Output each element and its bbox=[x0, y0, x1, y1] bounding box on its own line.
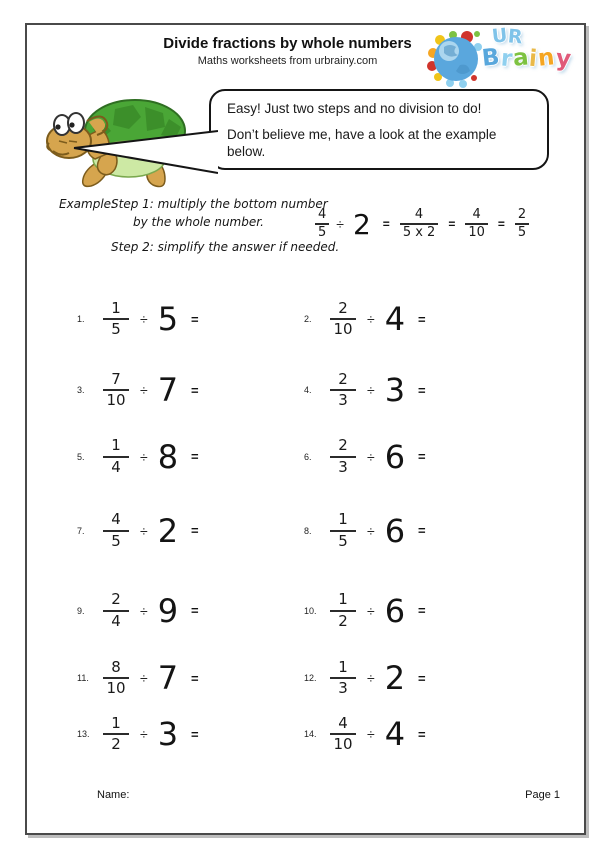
fraction-denominator: 10 bbox=[333, 735, 353, 753]
fraction-denominator: 10 bbox=[468, 225, 485, 240]
fraction bbox=[330, 715, 356, 754]
divide-icon: ÷ bbox=[140, 382, 148, 398]
fraction bbox=[103, 371, 129, 410]
logo-letter: B bbox=[480, 44, 502, 72]
problem-number: 13. bbox=[77, 729, 90, 739]
example-step1-line2: by the whole number. bbox=[133, 215, 264, 229]
fraction-denominator: 5 bbox=[517, 225, 527, 240]
equals-sign: = bbox=[191, 523, 199, 538]
fraction bbox=[103, 591, 129, 630]
fraction-numerator: 2 bbox=[330, 300, 356, 320]
problem-item bbox=[304, 355, 557, 425]
divide-icon: ÷ bbox=[140, 726, 148, 742]
divisor-number: 4 bbox=[384, 300, 406, 338]
fraction-denominator: 10 bbox=[106, 679, 126, 697]
fraction-numerator: 8 bbox=[103, 659, 129, 679]
logo-brain-icon bbox=[426, 27, 488, 89]
fraction bbox=[315, 208, 329, 241]
fraction-numerator: 1 bbox=[103, 437, 129, 457]
fraction-numerator: 2 bbox=[330, 371, 356, 391]
fraction-numerator: 4 bbox=[103, 511, 129, 531]
problem-item bbox=[304, 425, 557, 488]
equals-sign: = bbox=[382, 217, 390, 231]
equals-sign: = bbox=[191, 382, 199, 398]
fraction-denominator: 2 bbox=[111, 735, 121, 753]
fraction-numerator: 1 bbox=[103, 715, 129, 735]
equals-sign: = bbox=[191, 449, 199, 464]
divisor-number: 2 bbox=[157, 511, 179, 550]
fraction bbox=[330, 511, 356, 550]
problem-item bbox=[77, 708, 304, 760]
fraction bbox=[330, 300, 356, 339]
divide-icon: ÷ bbox=[367, 670, 375, 686]
fraction-denominator: 5 bbox=[111, 320, 121, 338]
page-title: Divide fractions by whole numbers bbox=[163, 35, 412, 52]
problem-item bbox=[77, 488, 304, 573]
divide-icon: ÷ bbox=[336, 216, 344, 232]
divisor-number: 3 bbox=[384, 371, 406, 409]
fraction-denominator: 2 bbox=[338, 611, 348, 630]
divide-icon: ÷ bbox=[367, 602, 375, 619]
fraction-numerator: 7 bbox=[103, 371, 129, 391]
problem-number: 10. bbox=[304, 605, 317, 616]
example-step2: Step 2: simplify the answer if needed. bbox=[111, 240, 340, 254]
logo-letter: a bbox=[511, 44, 531, 72]
fraction bbox=[103, 511, 129, 550]
fraction-denominator: 10 bbox=[106, 391, 126, 409]
divisor-number: 2 bbox=[384, 659, 406, 697]
divide-icon: ÷ bbox=[140, 602, 148, 619]
whole-number: 2 bbox=[352, 207, 371, 241]
problem-item bbox=[304, 283, 557, 355]
problem-item bbox=[304, 708, 557, 760]
divide-icon: ÷ bbox=[367, 448, 375, 465]
problem-item bbox=[304, 488, 557, 573]
fraction-numerator: 1 bbox=[330, 591, 356, 611]
fraction-numerator: 1 bbox=[103, 300, 129, 320]
problem-number: 4. bbox=[304, 385, 312, 395]
equals-sign: = bbox=[418, 449, 426, 464]
problem-number: 1. bbox=[77, 314, 85, 324]
logo-letter: y bbox=[554, 45, 573, 73]
page-frame bbox=[25, 23, 586, 835]
problem-number: 14. bbox=[304, 729, 317, 739]
divisor-number: 3 bbox=[157, 715, 179, 753]
fraction-numerator: 4 bbox=[315, 208, 329, 225]
fraction-numerator: 1 bbox=[330, 659, 356, 679]
fraction bbox=[400, 208, 439, 241]
problem-number: 5. bbox=[77, 451, 85, 462]
equals-sign: = bbox=[191, 311, 199, 327]
equals-sign: = bbox=[191, 670, 199, 686]
name-label: Name: bbox=[97, 789, 130, 801]
equals-sign: = bbox=[448, 217, 456, 231]
problem-number: 7. bbox=[77, 525, 85, 536]
speech-line-2: Don’t believe me, have a look at the example below. bbox=[227, 126, 497, 159]
fraction-denominator: 5 bbox=[111, 531, 121, 550]
fraction-denominator: 5 bbox=[338, 531, 348, 550]
divisor-number: 5 bbox=[157, 300, 179, 338]
divide-icon: ÷ bbox=[140, 670, 148, 686]
divide-icon: ÷ bbox=[367, 311, 375, 327]
divide-icon: ÷ bbox=[140, 448, 148, 465]
urbrainy-logo bbox=[426, 25, 578, 89]
divide-icon: ÷ bbox=[367, 382, 375, 398]
divisor-number: 6 bbox=[384, 511, 406, 550]
fraction-numerator: 4 bbox=[400, 208, 439, 225]
fraction-denominator: 5 bbox=[318, 225, 327, 240]
problem-item bbox=[77, 425, 304, 488]
problem-item bbox=[304, 573, 557, 648]
equals-sign: = bbox=[418, 670, 426, 686]
divisor-number: 8 bbox=[157, 437, 179, 476]
equals-sign: = bbox=[497, 217, 505, 231]
equals-sign: = bbox=[418, 523, 426, 538]
equals-sign: = bbox=[418, 726, 426, 742]
fraction bbox=[103, 715, 129, 754]
problem-item bbox=[77, 283, 304, 355]
example-step1-line1: Step 1: multiply the bottom number bbox=[111, 197, 328, 211]
fraction bbox=[515, 208, 529, 241]
problem-number: 11. bbox=[77, 673, 89, 683]
problem-number: 6. bbox=[304, 451, 312, 462]
problem-number: 2. bbox=[304, 314, 312, 324]
fraction-numerator: 2 bbox=[515, 208, 529, 225]
divisor-number: 7 bbox=[157, 371, 179, 409]
fraction-denominator: 4 bbox=[111, 611, 121, 630]
problem-number: 3. bbox=[77, 385, 85, 395]
logo-letter: U bbox=[490, 24, 510, 48]
fraction bbox=[330, 437, 356, 476]
fraction-numerator: 2 bbox=[103, 591, 129, 611]
divisor-number: 6 bbox=[384, 437, 406, 476]
divisor-number: 6 bbox=[384, 591, 406, 630]
divide-icon: ÷ bbox=[140, 311, 148, 327]
fraction bbox=[103, 659, 129, 698]
fraction bbox=[103, 437, 129, 476]
fraction-denominator: 10 bbox=[333, 320, 353, 338]
fraction-denominator: 3 bbox=[338, 457, 348, 476]
logo-letter: R bbox=[507, 25, 525, 49]
divide-icon: ÷ bbox=[367, 726, 375, 742]
fraction bbox=[465, 208, 488, 241]
divide-icon: ÷ bbox=[367, 522, 375, 539]
fraction bbox=[330, 371, 356, 410]
page-number: Page 1 bbox=[525, 789, 560, 801]
problem-item bbox=[304, 648, 557, 708]
fraction-numerator: 1 bbox=[330, 511, 356, 531]
fraction-denominator: 3 bbox=[338, 391, 348, 409]
speech-bubble-tail bbox=[72, 124, 218, 178]
problem-item bbox=[77, 648, 304, 708]
equals-sign: = bbox=[191, 726, 199, 742]
equals-sign: = bbox=[418, 603, 426, 618]
fraction-denominator: 5 x 2 bbox=[402, 225, 436, 240]
equals-sign: = bbox=[418, 382, 426, 398]
problem-item bbox=[77, 573, 304, 648]
logo-text-brainy bbox=[482, 44, 572, 71]
problem-number: 9. bbox=[77, 605, 85, 616]
equals-sign: = bbox=[418, 311, 426, 327]
logo-letter: n bbox=[536, 44, 557, 72]
divisor-number: 7 bbox=[157, 659, 179, 697]
fraction bbox=[330, 591, 356, 630]
speech-bubble bbox=[209, 89, 549, 170]
fraction-numerator: 2 bbox=[330, 437, 356, 457]
page-subtitle: Maths worksheets from urbrainy.com bbox=[197, 55, 378, 67]
divisor-number: 4 bbox=[384, 715, 406, 753]
example-equation bbox=[315, 193, 529, 255]
logo-letter: i bbox=[528, 45, 540, 73]
logo-letter: r bbox=[499, 45, 514, 73]
fraction-denominator: 4 bbox=[111, 457, 121, 476]
fraction bbox=[330, 659, 356, 698]
problem-item bbox=[77, 355, 304, 425]
divide-icon: ÷ bbox=[140, 522, 148, 539]
equals-sign: = bbox=[191, 603, 199, 618]
fraction-numerator: 4 bbox=[330, 715, 356, 735]
example-label: Example: bbox=[59, 197, 116, 211]
fraction-numerator: 4 bbox=[465, 208, 488, 225]
fraction bbox=[103, 300, 129, 339]
problem-number: 8. bbox=[304, 525, 312, 536]
fraction-denominator: 3 bbox=[338, 679, 348, 697]
speech-line-1: Easy! Just two steps and no division to do! bbox=[227, 101, 482, 116]
problems-grid bbox=[77, 283, 557, 760]
divisor-number: 9 bbox=[157, 591, 179, 630]
problem-number: 12. bbox=[304, 673, 317, 683]
